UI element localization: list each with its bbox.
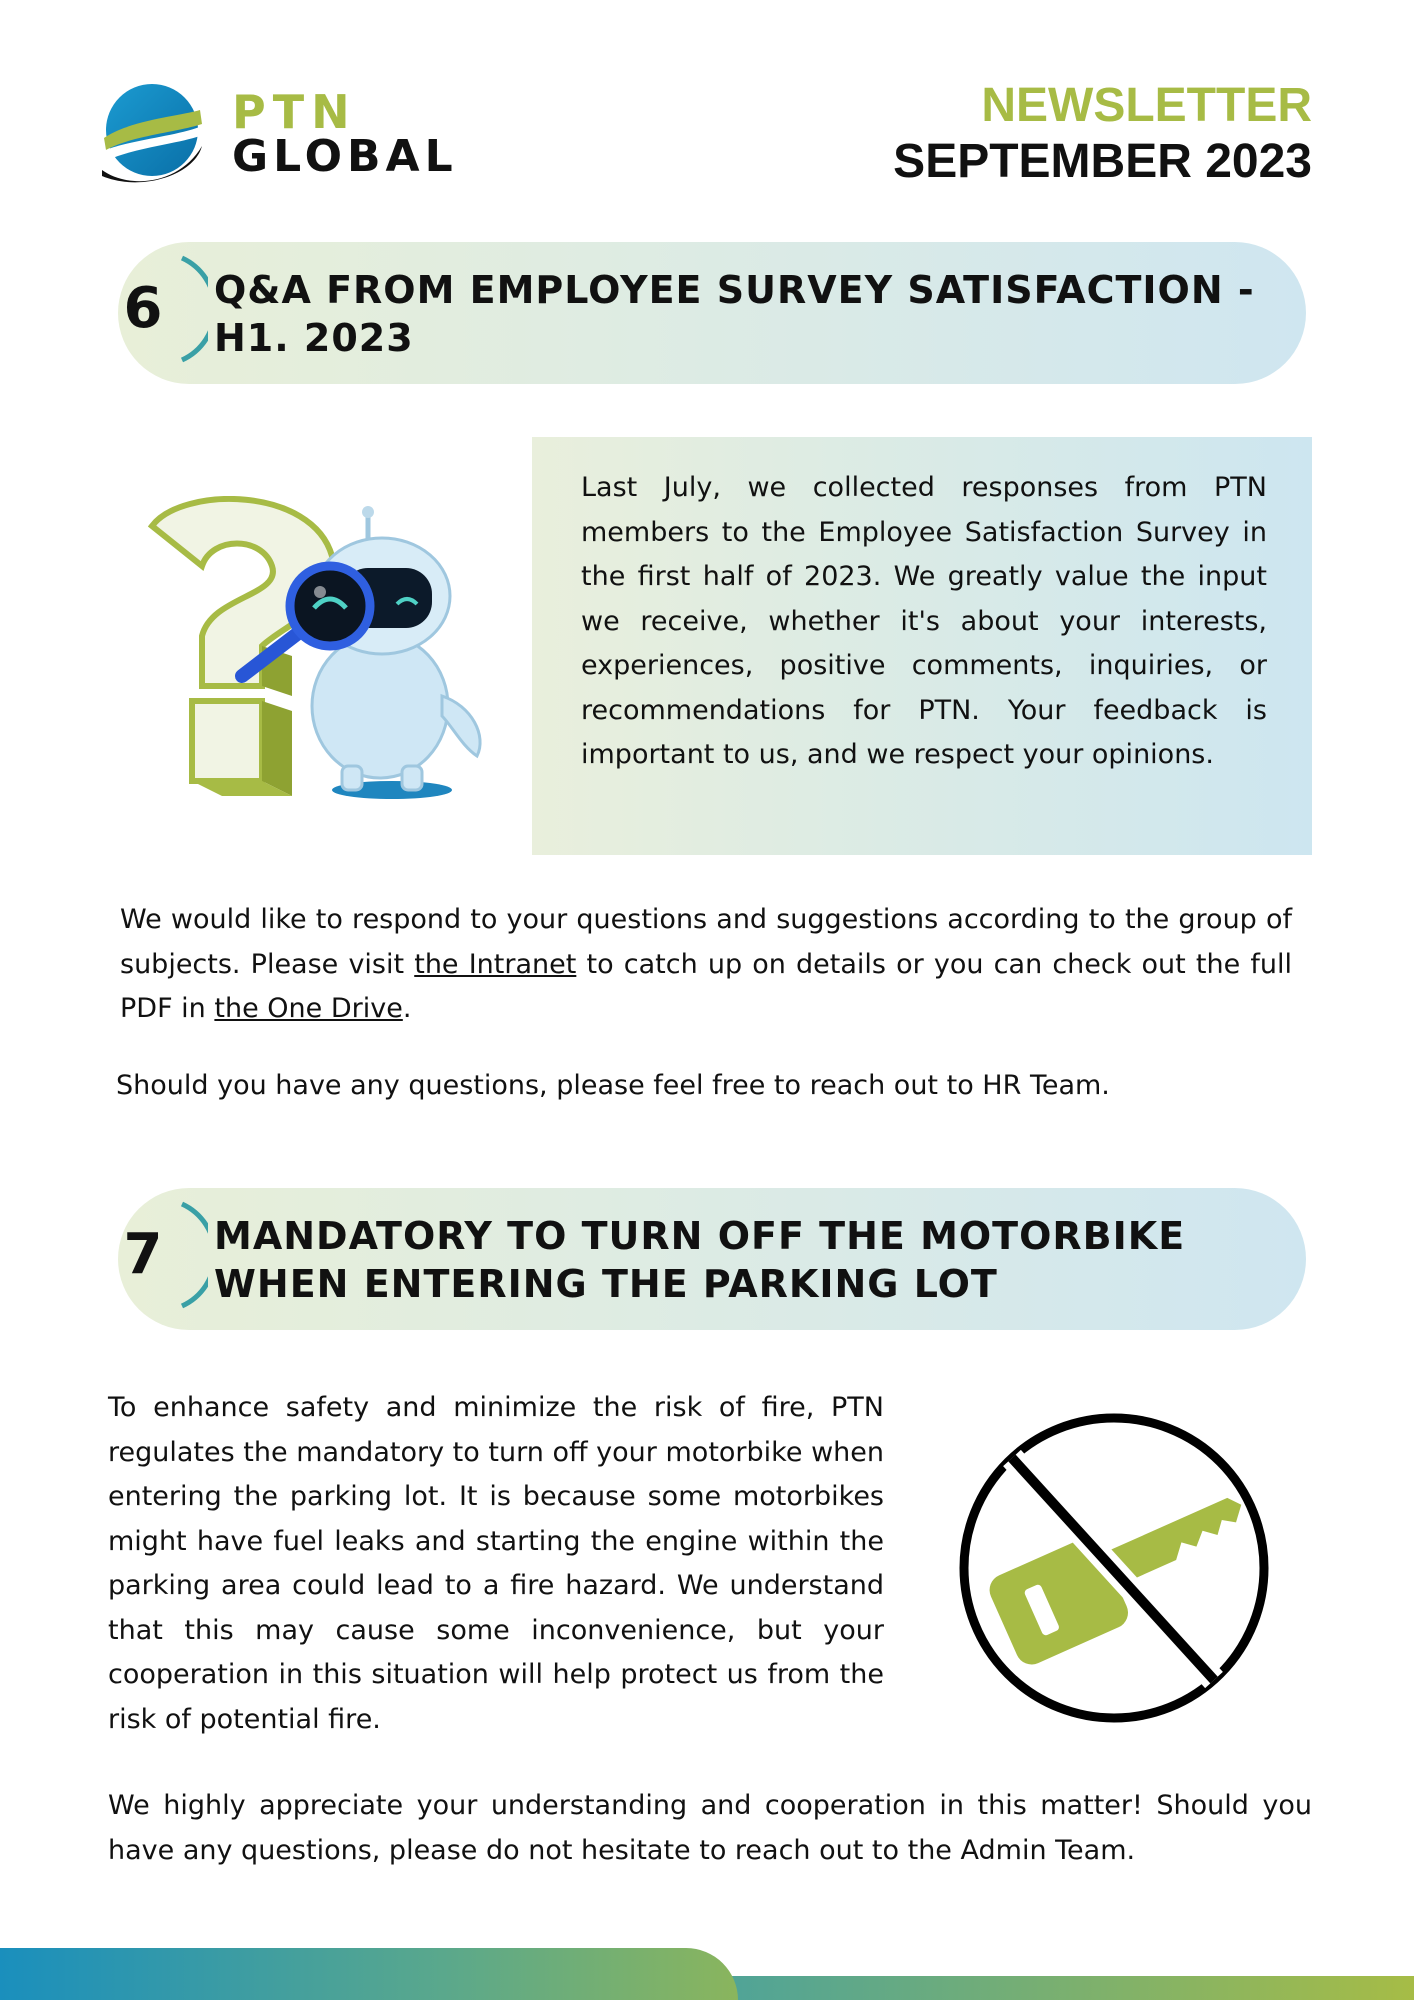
paragraph-text: . — [402, 993, 412, 1024]
section-title-line: WHEN ENTERING THE PARKING LOT — [214, 1262, 998, 1306]
section-number: 6 — [123, 276, 163, 341]
ptn-globe-logo-icon — [100, 80, 204, 192]
hr-contact-paragraph: Should you have any questions, please feel free to reach out to HR Team. — [116, 1070, 1110, 1101]
survey-response-paragraph — [120, 898, 1292, 1032]
section-7-title — [214, 1212, 1274, 1308]
one-drive-link[interactable]: the One Drive — [214, 993, 403, 1024]
issue-date: SEPTEMBER 2023 — [893, 135, 1312, 188]
paragraph-text: to catch up on details or you can check out the full PDF in — [120, 948, 1292, 1024]
section-7-number-badge — [108, 1200, 198, 1310]
motorbike-policy-paragraph: To enhance safety and minimize the risk of fire, PTN regulates the mandatory to turn off your motorbike when entering the parking lot. It is because some motorbikes might have fuel leaks and starting the engine within the parking area could lead to a fire hazard. We understand that this may cause some inconvenience, but your cooperation in this situation will help protect us from the risk of potential fire. — [108, 1392, 884, 1735]
footer-gradient-tab — [0, 1948, 738, 2000]
section-number: 7 — [123, 1222, 163, 1287]
section-title-line: H1. 2023 — [214, 316, 414, 360]
admin-contact-paragraph: We highly appreciate your understanding and cooperation in this matter! Should you have any questions, please do not hesitate to reach out to the Admin Team. — [108, 1790, 1312, 1866]
section-6-number-badge — [108, 254, 198, 364]
section-6-title — [214, 266, 1274, 362]
logo-wordmark-global: GLOBAL — [232, 131, 458, 182]
section-title-line: Q&A FROM EMPLOYEE SURVEY SATISFACTION - — [214, 268, 1255, 312]
intranet-link[interactable]: the Intranet — [414, 948, 577, 980]
section-title-line: MANDATORY TO TURN OFF THE MOTORBIKE — [214, 1214, 1186, 1258]
paragraph-text: We would like to respond to your questions and suggestions according to the group of subjects. Please visit — [120, 904, 1292, 980]
no-key-icon — [956, 1410, 1272, 1726]
robot-question-mark-illustration — [142, 496, 492, 806]
logo-wordmark-ptn: PTN — [232, 85, 357, 139]
newsletter-label: NEWSLETTER — [981, 79, 1312, 132]
survey-info-text: Last July, we collected responses from PTN members to the Employee Satisfaction Survey in the first half of 2023. We greatly value the input we receive, whether it's about your interests, experiences, positive comments, inquiries, or recommendations for PTN. Your feedback is important to us, and we respect your opinions. — [581, 472, 1267, 770]
